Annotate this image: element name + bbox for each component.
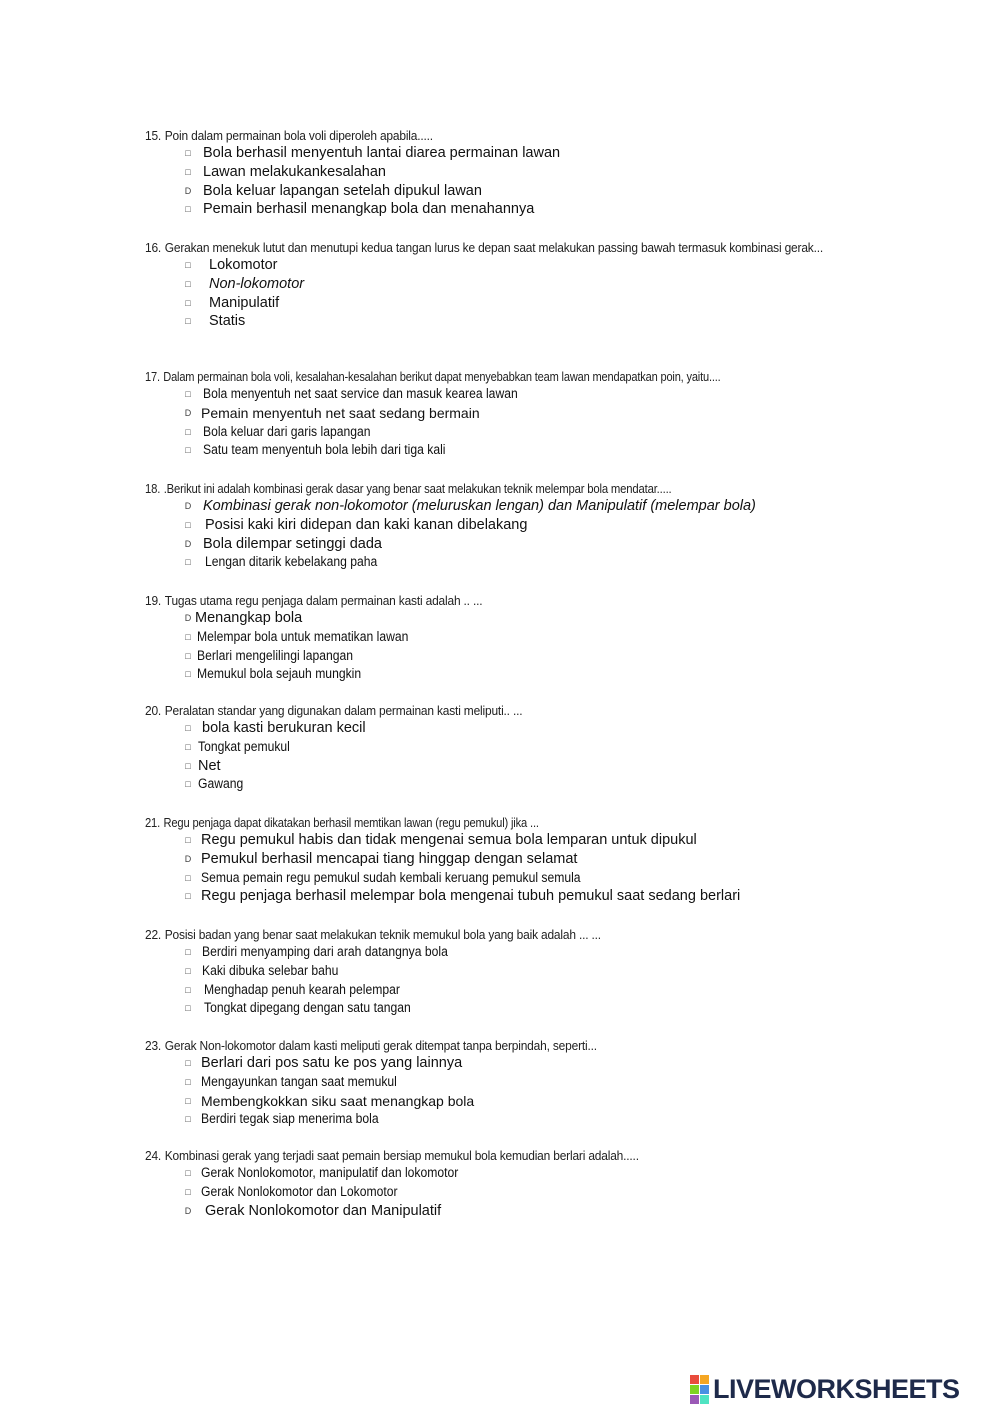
checkbox-icon[interactable]: □ bbox=[185, 519, 191, 530]
option[interactable]: □ Lengan ditarik kebelakang paha bbox=[145, 553, 865, 572]
option[interactable]: □ Bola berhasil menyentuh lantai diarea permainan lawan bbox=[145, 144, 865, 163]
question-text: 15. Poin dalam permainan bola voli diperoleh apabila..... bbox=[145, 128, 433, 143]
options-list bbox=[145, 256, 865, 331]
checkbox-icon[interactable]: D bbox=[184, 501, 192, 511]
logo-tile bbox=[700, 1375, 709, 1384]
question-16 bbox=[145, 239, 865, 331]
checkbox-icon[interactable]: □ bbox=[185, 1076, 191, 1087]
logo-tile bbox=[690, 1385, 699, 1394]
options-list bbox=[145, 831, 865, 906]
option[interactable]: □ Lokomotor bbox=[145, 256, 865, 275]
question-15 bbox=[145, 127, 865, 219]
option[interactable]: □ Berlari mengelilingi lapangan bbox=[145, 647, 865, 666]
checkbox-icon[interactable]: □ bbox=[185, 426, 191, 437]
option[interactable]: □ Memukul bola sejauh mungkin bbox=[145, 665, 865, 684]
option[interactable]: □ Lawan melakukankesalahan bbox=[145, 163, 865, 182]
checkbox-icon[interactable]: □ bbox=[185, 965, 191, 976]
option[interactable]: □ Tongkat dipegang dengan satu tangan bbox=[145, 999, 865, 1018]
checkbox-icon[interactable]: □ bbox=[185, 984, 191, 995]
liveworksheets-logo[interactable] bbox=[690, 1372, 960, 1406]
option[interactable]: D Bola dilempar setinggi dada bbox=[184, 535, 382, 552]
checkbox-icon[interactable]: □ bbox=[185, 650, 191, 661]
question-text: 17. Dalam permainan bola voli, kesalahan-kesalahan berikut dapat menyebabkan team lawan mendapatkan poin, yaitu.... bbox=[145, 369, 721, 384]
checkbox-icon[interactable]: □ bbox=[185, 166, 191, 177]
checkbox-icon[interactable]: D bbox=[184, 538, 192, 549]
checkbox-icon[interactable]: □ bbox=[185, 891, 191, 902]
checkbox-icon[interactable]: □ bbox=[185, 1168, 191, 1178]
logo-mark-icon bbox=[690, 1375, 709, 1404]
checkbox-icon[interactable]: □ bbox=[185, 278, 191, 289]
option[interactable]: □ Non-lokomotor bbox=[145, 275, 865, 294]
question-text: 19. Tugas utama regu penjaga dalam permainan kasti adalah .. ... bbox=[145, 593, 483, 608]
option[interactable]: □ Kaki dibuka selebar bahu bbox=[145, 962, 865, 981]
checkbox-icon[interactable]: D bbox=[184, 185, 192, 196]
question-19 bbox=[145, 592, 865, 684]
question-text: 23. Gerak Non-lokomotor dalam kasti meliputi gerak ditempat tanpa berpindah, seperti... bbox=[145, 1038, 597, 1053]
option[interactable]: □ Statis bbox=[145, 312, 865, 331]
checkbox-icon[interactable]: □ bbox=[185, 947, 191, 957]
logo-tile bbox=[690, 1395, 699, 1404]
options-list bbox=[145, 719, 865, 794]
options-list bbox=[145, 943, 865, 1018]
option[interactable]: □ Pemain berhasil menangkap bola dan menahannya bbox=[145, 200, 865, 219]
options-list bbox=[145, 385, 865, 460]
checkbox-icon[interactable]: □ bbox=[185, 872, 191, 883]
question-text: 22. Posisi badan yang benar saat melakukan teknik memukul bola yang baik adalah ... ... bbox=[145, 927, 601, 942]
option[interactable]: □ Berdiri tegak siap menerima bola bbox=[145, 1110, 865, 1129]
question-text: 24. Kombinasi gerak yang terjadi saat pemain bersiap memukul bola kemudian berlari adalah..... bbox=[145, 1148, 639, 1163]
checkbox-icon[interactable]: □ bbox=[185, 204, 191, 215]
option[interactable]: □ Membengkokkan siku saat menangkap bola bbox=[145, 1092, 865, 1111]
options-list bbox=[145, 1054, 865, 1129]
checkbox-icon[interactable]: □ bbox=[185, 297, 191, 308]
question-text: 16. Gerakan menekuk lutut dan menutupi kedua tangan lurus ke depan saat melakukan passing bawah termasuk kombinasi gerak... bbox=[145, 240, 824, 255]
checkbox-icon[interactable]: □ bbox=[185, 1095, 191, 1106]
options-list bbox=[145, 497, 865, 572]
option[interactable]: □ Posisi kaki kiri didepan dan kaki kanan dibelakang bbox=[145, 516, 865, 535]
option[interactable]: □ Regu pemukul habis dan tidak mengenai semua bola lemparan untuk dipukul bbox=[145, 831, 865, 850]
logo-text: LIVEWORKSHEETS bbox=[713, 1373, 960, 1404]
checkbox-icon[interactable]: □ bbox=[185, 631, 191, 642]
option[interactable]: □ Tongkat pemukul bbox=[145, 738, 865, 757]
logo-tile bbox=[700, 1395, 709, 1404]
checkbox-icon[interactable]: □ bbox=[185, 557, 191, 568]
option[interactable]: D Kombinasi gerak non-lokomotor (meluruskan lengan) dan Manipulatif (melempar bola) bbox=[184, 498, 756, 514]
checkbox-icon[interactable]: D bbox=[184, 1205, 192, 1216]
option[interactable]: D Gerak Nonlokomotor dan Manipulatif bbox=[184, 1202, 442, 1219]
option[interactable]: D Pemain menyentuh net saat sedang bermain bbox=[184, 404, 480, 421]
option[interactable]: □ Menghadap penuh kearah pelempar bbox=[145, 981, 865, 1000]
checkbox-icon[interactable]: □ bbox=[185, 723, 191, 733]
checkbox-icon[interactable]: □ bbox=[185, 1186, 191, 1197]
option[interactable]: □ bola kasti berukuran kecil bbox=[145, 719, 865, 738]
checkbox-icon[interactable]: D bbox=[184, 407, 192, 418]
checkbox-icon[interactable]: □ bbox=[185, 316, 191, 327]
options-list bbox=[145, 144, 865, 219]
checkbox-icon[interactable]: □ bbox=[185, 1003, 191, 1014]
question-text: 20. Peralatan standar yang digunakan dalam permainan kasti meliputi.. ... bbox=[145, 703, 523, 718]
question-20 bbox=[145, 702, 865, 794]
checkbox-icon[interactable]: □ bbox=[185, 260, 191, 270]
logo-tile bbox=[690, 1375, 699, 1384]
question-21 bbox=[145, 814, 865, 906]
option[interactable]: □ Berlari dari pos satu ke pos yang lainnya bbox=[145, 1054, 865, 1073]
checkbox-icon[interactable]: D bbox=[184, 613, 192, 623]
option[interactable]: □ Regu penjaga berhasil melempar bola mengenai tubuh pemukul saat sedang berlari bbox=[145, 887, 865, 906]
option[interactable]: D Pemukul berhasil mencapai tiang hinggap dengan selamat bbox=[184, 850, 578, 867]
option[interactable]: □ Satu team menyentuh bola lebih dari tiga kali bbox=[145, 441, 865, 460]
option[interactable]: □ Berdiri menyamping dari arah datangnya bola bbox=[145, 943, 865, 962]
question-24 bbox=[145, 1147, 865, 1220]
option[interactable]: D Bola keluar lapangan setelah dipukul lawan bbox=[184, 182, 482, 199]
question-18 bbox=[145, 480, 865, 572]
logo-tile bbox=[700, 1385, 709, 1394]
option[interactable]: □ Mengayunkan tangan saat memukul bbox=[145, 1073, 865, 1092]
option[interactable]: □ Net bbox=[145, 757, 865, 776]
option[interactable]: □ Bola menyentuh net saat service dan masuk kearea lawan bbox=[145, 385, 865, 404]
checkbox-icon[interactable]: □ bbox=[185, 760, 191, 771]
checkbox-icon[interactable]: D bbox=[184, 853, 192, 864]
option[interactable]: □ Bola keluar dari garis lapangan bbox=[145, 423, 865, 442]
checkbox-icon[interactable]: □ bbox=[185, 1058, 191, 1068]
option[interactable]: □ Semua pemain regu pemukul sudah kembali keruang pemukul semula bbox=[145, 869, 865, 888]
checkbox-icon[interactable]: □ bbox=[185, 779, 191, 790]
question-text: 21. Regu penjaga dapat dikatakan berhasil memtikan lawan (regu pemukul) jika ... bbox=[145, 815, 539, 830]
checkbox-icon[interactable]: □ bbox=[185, 669, 191, 680]
option[interactable]: □ Manipulatif bbox=[145, 294, 865, 313]
checkbox-icon[interactable]: □ bbox=[185, 741, 191, 752]
checkbox-icon[interactable]: □ bbox=[185, 1114, 191, 1125]
checkbox-icon[interactable]: □ bbox=[185, 389, 191, 399]
question-23 bbox=[145, 1037, 865, 1129]
checkbox-icon[interactable]: □ bbox=[185, 148, 191, 158]
option[interactable]: □ Gawang bbox=[145, 775, 865, 794]
option[interactable]: □ Gerak Nonlokomotor, manipulatif dan lokomotor bbox=[145, 1164, 865, 1183]
options-list bbox=[145, 1164, 865, 1220]
option[interactable]: D Menangkap bola bbox=[184, 610, 303, 626]
question-text: 18. .Berikut ini adalah kombinasi gerak dasar yang benar saat melakukan teknik melempar bola mendatar..... bbox=[145, 481, 672, 496]
option[interactable]: □ Gerak Nonlokomotor dan Lokomotor bbox=[145, 1183, 865, 1202]
checkbox-icon[interactable]: □ bbox=[185, 835, 191, 845]
option[interactable]: □ Melempar bola untuk mematikan lawan bbox=[145, 628, 865, 647]
options-list bbox=[145, 609, 865, 684]
question-17 bbox=[145, 368, 865, 460]
checkbox-icon[interactable]: □ bbox=[185, 445, 191, 456]
question-22 bbox=[145, 926, 865, 1018]
